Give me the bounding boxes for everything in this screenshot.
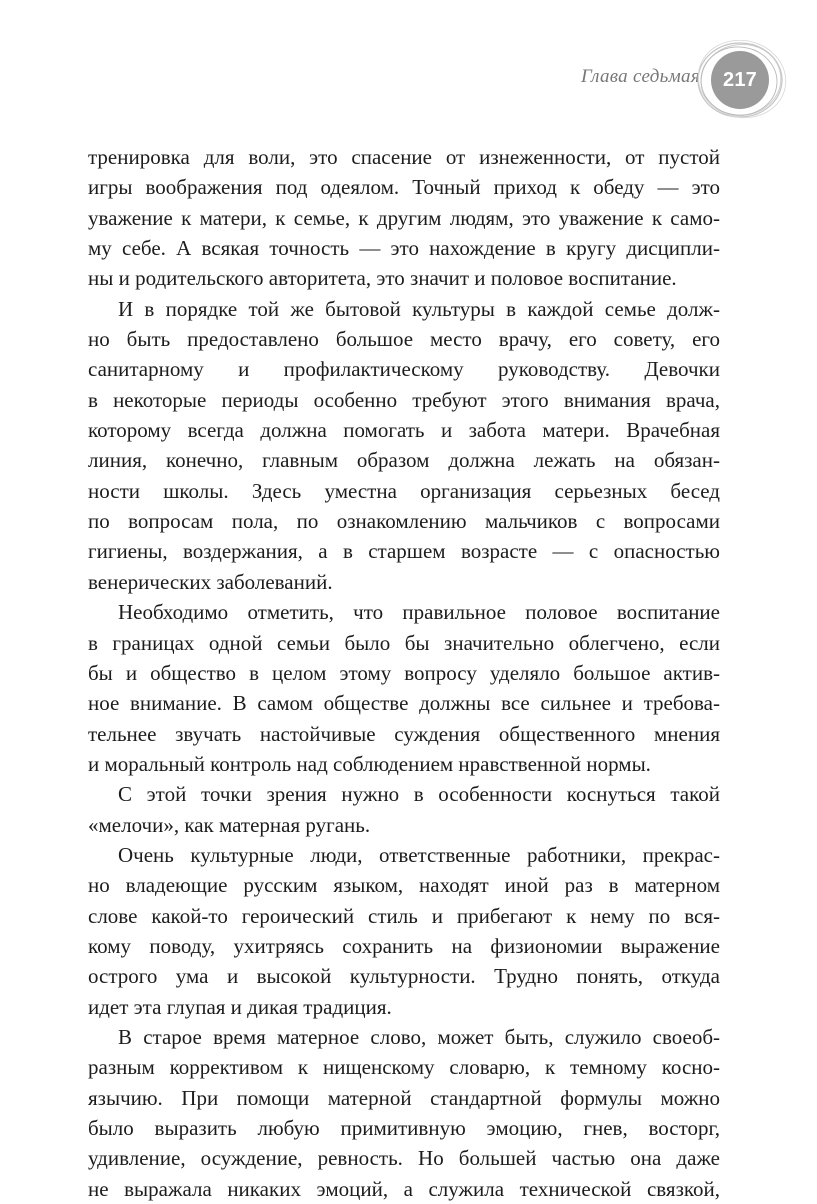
text-line: в границах одной семьи было бы значительно облегчено, если <box>88 630 720 655</box>
page-number-badge <box>694 40 794 120</box>
text-line: ное внимание. В самом обществе должны все сильнее и требова- <box>88 691 720 716</box>
text-line: санитарному и профилактическому руководству. Девочки <box>88 357 720 382</box>
text-line: ны и родительского авторитета, это значит и половое воспитание. <box>88 266 677 291</box>
text-line: не выражала никаких эмоций, а служила технической связкой, <box>88 1176 720 1201</box>
text-line: по вопросам пола, по ознакомлению мальчиков с вопросами <box>88 509 720 534</box>
text-line: и моральный контроль над соблюдением нравственной нормы. <box>88 751 651 776</box>
text-line: было выразить любую примитивную эмоцию, гнев, восторг, <box>88 1116 720 1140</box>
text-line: «мелочи», как матерная ругань. <box>88 812 371 837</box>
text-line: му себе. А всякая точность — это нахождение в кругу дисципли- <box>88 236 720 261</box>
text-line: но владеющие русским языком, находят иной раз в матерном <box>88 873 720 898</box>
text-line: уважение к матери, к семье, к другим людям, это уважение к само- <box>88 205 720 230</box>
text-line: Очень культурные люди, ответственные работники, прекрас- <box>118 842 720 867</box>
text-line: слове какой-то героический стиль и прибегают к нему по вся- <box>88 903 720 928</box>
text-line: тельнее звучать настойчивые суждения общественного мнения <box>88 721 720 746</box>
running-head-chapter-title: Глава седьмая <box>581 66 700 87</box>
text-line: В старое время матерное слово, может быть, служило своеоб- <box>118 1024 720 1049</box>
text-line: которому всегда должна помогать и забота матери. Врачебная <box>88 418 720 443</box>
text-line: идет эта глупая и дикая традиция. <box>88 994 392 1019</box>
text-line: но быть предоставлено большое место врачу, его совету, его <box>88 327 720 352</box>
text-line: Необходимо отметить, что правильное половое воспитание <box>118 600 720 625</box>
text-line: гигиены, воздержания, а в старшем возрасте — с опасностью <box>88 539 720 564</box>
text-line: в некоторые периоды особенно требуют этого внимания врача, <box>88 387 720 412</box>
page-number: 217 <box>723 69 757 91</box>
text-line: разным коррективом к нищенскому словарю, к темному косно- <box>88 1055 720 1080</box>
text-line: венерических заболеваний. <box>88 569 333 594</box>
text-line: тренировка для воли, это спасение от изнеженности, от пустой <box>88 145 720 169</box>
text-line: бы и общество в целом этому вопросу уделяло большое актив- <box>88 660 720 685</box>
text-line: линия, конечно, главным образом должна лежать на обязан- <box>88 448 720 473</box>
text-line: игры воображения под одеялом. Точный приход к обеду — это <box>88 175 720 200</box>
text-line: ности школы. Здесь уместна организация серьезных бесед <box>88 478 720 503</box>
text-line: удивление, осуждение, ревность. Но большей частью она даже <box>88 1146 720 1171</box>
text-line: острого ума и высокой культурности. Трудно понять, откуда <box>88 964 720 989</box>
text-line: язычию. При помощи матерной стандартной формулы можно <box>88 1085 720 1110</box>
text-line: И в порядке той же бытовой культуры в каждой семье долж- <box>118 296 720 321</box>
text-line: С этой точки зрения нужно в особенности коснуться такой <box>118 782 720 807</box>
text-line: кому поводу, ухитряясь сохранить на физиономии выражение <box>88 933 720 958</box>
body-text <box>88 142 720 1204</box>
